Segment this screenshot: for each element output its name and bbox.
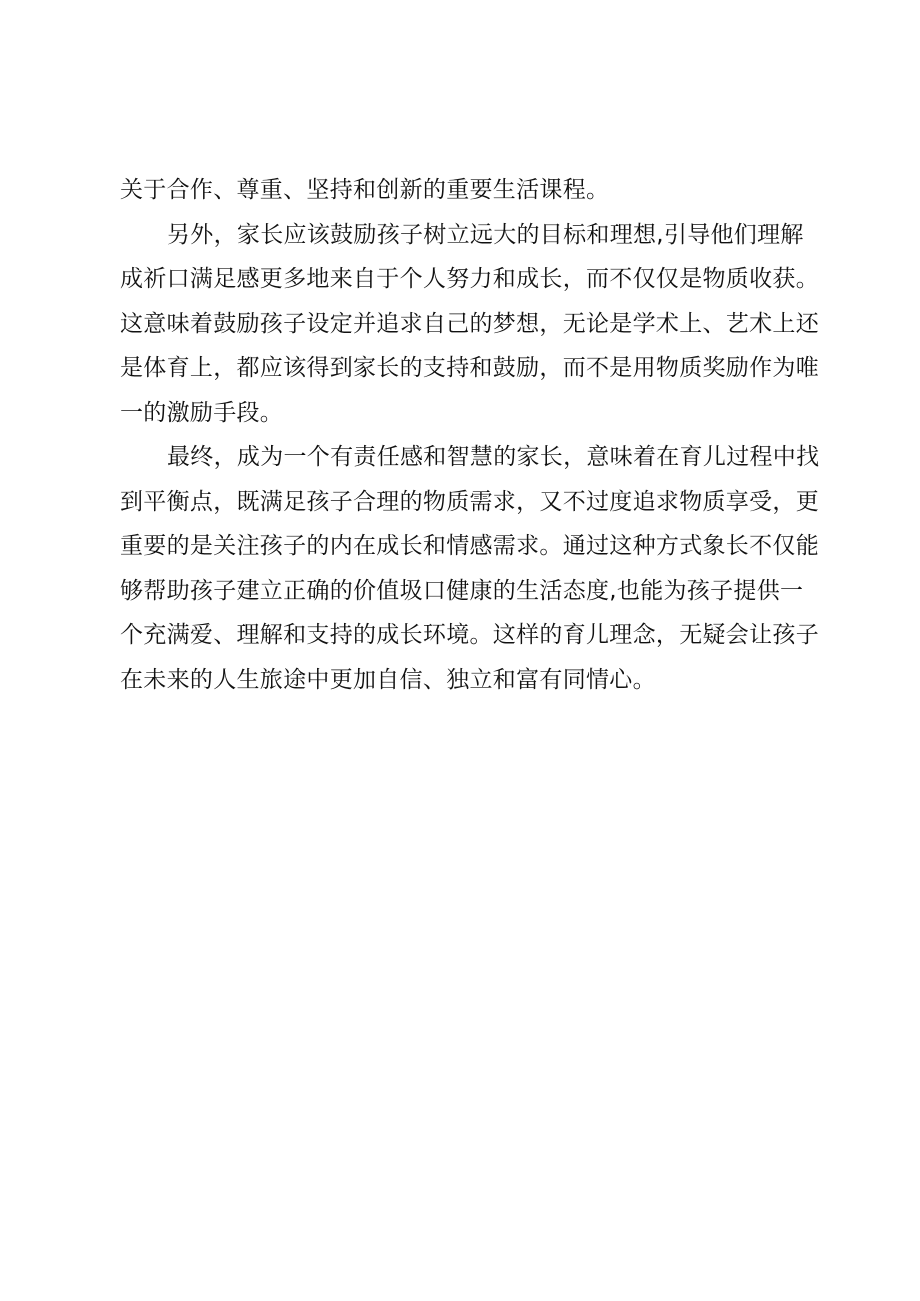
text-line: 是体育上，都应该得到家长的支持和鼓励，而不是用物质奖励作为唯 xyxy=(120,355,819,381)
paragraph-encourage-goals xyxy=(120,213,820,436)
text-line: 成祈口满足感更多地来自于个人努力和成长，而不仅仅是物质收获。 xyxy=(120,266,819,292)
text-line: 在未来的人生旅途中更加自信、独立和富有同情心。 xyxy=(120,666,656,693)
text-line: 重要的是关注孩子的内在成长和情感需求。通过这种方式象长不仅能 xyxy=(120,533,819,559)
text-line: 到平衡点，既满足孩子合理的物质需求，又不过度追求物质享受，更 xyxy=(120,488,819,515)
text-line: 另外，家长应该鼓励孩子树立远大的目标和理想,引导他们理解 xyxy=(167,221,804,248)
text-line: 一的激励手段。 xyxy=(120,399,284,426)
text-line: 个充满爱、理解和支持的成长环境。这样的育儿理念，无疑会让孩子 xyxy=(120,622,819,648)
text-line: 这意味着鼓励孩子设定并追求自己的梦想，无论是学术上、艺术上还 xyxy=(120,310,819,337)
text-line: 够帮助孩子建立正确的价值圾口健康的生活态度,也能为孩子提供一 xyxy=(120,577,804,604)
paragraph-conclusion xyxy=(120,435,820,702)
document-body xyxy=(120,168,820,702)
paragraph-continuation xyxy=(120,168,820,213)
text-line: 关于合作、尊重、坚持和创新的重要生活课程。 xyxy=(120,177,610,203)
text-line: 最终，成为一个有责任感和智慧的家长，意味着在育儿过程中找 xyxy=(167,444,820,470)
